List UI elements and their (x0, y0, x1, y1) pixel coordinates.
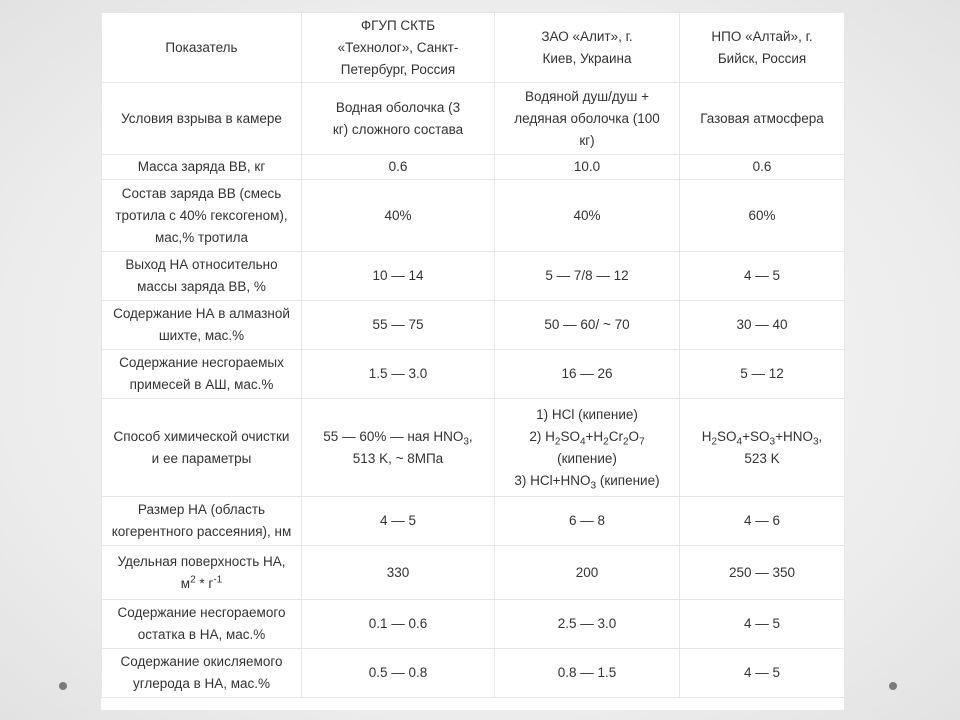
row-label: Выход НА относительно массы заряда ВВ, % (102, 252, 302, 301)
table-row (102, 83, 845, 155)
cell-org2: 0.8 — 1.5 (495, 649, 680, 698)
cell-org3: Газовая атмосфера (680, 83, 845, 155)
cell-org2: 1) HCl (кипение) 2) $H_2SO_4+H_2Cr_2O_7$ (кипение) 3) $HCl+HNO_3$ (кипение) (495, 399, 680, 497)
table-row (102, 252, 845, 301)
row-label: Содержание несгораемого остатка в НА, мас.% (102, 600, 302, 649)
row-label: Состав заряда ВВ (смесь тротила с 40% гексогеном), мас,% тротила (102, 180, 302, 252)
cell-org1: 0.1 — 0.6 (302, 600, 495, 649)
cell-org1: 4 — 5 (302, 497, 495, 546)
cell-org2: 16 — 26 (495, 350, 680, 399)
row-label: Содержание несгораемых примесей в АШ, мас.% (102, 350, 302, 399)
cell-org1: Водная оболочка (3 кг) сложного состава (302, 83, 495, 155)
header-org3: НПО «Алтай», г. Бийск, Россия (680, 13, 845, 83)
cell-org3: 0.6 (680, 155, 845, 180)
cell-org2: 40% (495, 180, 680, 252)
table-row (102, 497, 845, 546)
cell-org1: 55 — 60% — ная $HNO_3$, 513 K, ~ 8МПа (302, 399, 495, 497)
data-table (101, 12, 845, 698)
cell-org1: 0.6 (302, 155, 495, 180)
cell-org3: 4 — 6 (680, 497, 845, 546)
cell-org3: 5 — 12 (680, 350, 845, 399)
row-label: Содержание окисляемого углерода в НА, мас.% (102, 649, 302, 698)
cell-org2: Водяной душ/душ + ледяная оболочка (100 кг) (495, 83, 680, 155)
cell-org2: 5 — 7/8 — 12 (495, 252, 680, 301)
cell-org1: 40% (302, 180, 495, 252)
row-label: Способ химической очистки и ее параметры (102, 399, 302, 497)
table-row (102, 155, 845, 180)
cell-org3: $H_2SO_4+SO_3+HNO_3$, 523 K (680, 399, 845, 497)
cell-org2: 200 (495, 546, 680, 600)
row-label: Размер НА (область когерентного рассеяния), нм (102, 497, 302, 546)
cell-org3: 4 — 5 (680, 649, 845, 698)
prev-slide-dot-icon[interactable] (59, 682, 67, 690)
header-org1: ФГУП СКТБ «Технолог», Санкт- Петербург, Россия (302, 13, 495, 83)
row-label: Содержание НА в алмазной шихте, мас.% (102, 301, 302, 350)
table-row (102, 546, 845, 600)
table-row (102, 399, 845, 497)
row-label: Масса заряда ВВ, кг (102, 155, 302, 180)
row-label: Удельная поверхность НА, $м^2 * г^{-1}$ (102, 546, 302, 600)
table-row (102, 600, 845, 649)
cell-org1: 330 (302, 546, 495, 600)
table-row (102, 301, 845, 350)
cell-org3: 30 — 40 (680, 301, 845, 350)
header-row (102, 13, 845, 83)
cell-org2: 6 — 8 (495, 497, 680, 546)
cell-org1: 55 — 75 (302, 301, 495, 350)
table-row (102, 180, 845, 252)
next-slide-dot-icon[interactable] (889, 682, 897, 690)
cell-org3: 250 — 350 (680, 546, 845, 600)
cell-org2: 10.0 (495, 155, 680, 180)
comparison-table (101, 12, 844, 710)
row-label: Условия взрыва в камере (102, 83, 302, 155)
table-row (102, 350, 845, 399)
cell-org2: 50 — 60/ ~ 70 (495, 301, 680, 350)
cell-org2: 2.5 — 3.0 (495, 600, 680, 649)
cell-org1: 0.5 — 0.8 (302, 649, 495, 698)
cell-org1: 1.5 — 3.0 (302, 350, 495, 399)
cell-org1: 10 — 14 (302, 252, 495, 301)
cell-org3: 4 — 5 (680, 600, 845, 649)
header-org2: ЗАО «Алит», г. Киев, Украина (495, 13, 680, 83)
header-label: Показатель (102, 13, 302, 83)
cell-org3: 4 — 5 (680, 252, 845, 301)
table-row (102, 649, 845, 698)
cell-org3: 60% (680, 180, 845, 252)
